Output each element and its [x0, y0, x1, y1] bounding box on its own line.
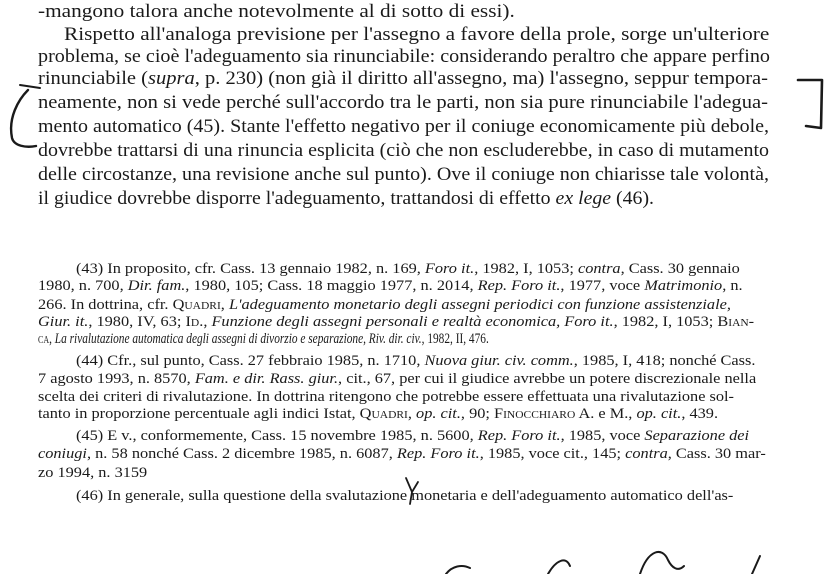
note-line	[38, 389, 734, 406]
note-text: (45) E v., conformemente, Cass. 15 novembre 1985, n. 5600,	[76, 428, 478, 444]
note-text: Rep. Foro it.	[477, 278, 561, 294]
note-text: , 1977, voce	[560, 278, 645, 294]
note-text: , 1982, II, 476.	[421, 331, 489, 347]
body-text: -mangono talora anche notevolmente al di sotto di essi).	[38, 2, 515, 22]
note-text: Nuova giur. civ. comm.	[424, 353, 574, 369]
note-text: contra	[625, 446, 668, 462]
note-text: ,	[49, 331, 55, 347]
body-line	[38, 47, 770, 68]
note-text: ,	[203, 314, 212, 330]
body-text: neamente, non si vede perché sull'accordo tra le parti, non sia pure rinunciabile l'adegua-	[38, 93, 768, 113]
note-text: op. cit.	[416, 406, 461, 422]
note-text: zo 1994, n. 3159	[38, 465, 148, 481]
note-text: coniugi	[38, 446, 87, 462]
note-text: tanto in proporzione percentuale agli indici Istat,	[38, 406, 360, 422]
note-text: Dir. fam.	[127, 278, 186, 294]
note-text: Bian-	[717, 314, 755, 330]
note-text: (44) Cfr., sul punto, Cass. 27 febbraio 1985, n. 1710,	[76, 353, 425, 369]
body-line	[38, 117, 769, 138]
body-text: delle circostanze, una revisione anche sul punto). Ove il coniuge non chiarisse tale volontà,	[38, 165, 769, 185]
note-text: (46) In generale, sulla questione della svalutazione monetaria e dell'adeguamento automatico dell'as-	[76, 488, 734, 504]
note-text: Foro it.	[424, 261, 475, 277]
body-line	[38, 93, 768, 114]
note-text: Rep. Foro it.	[396, 446, 480, 462]
note-text: (43) In proposito, cfr. Cass. 13 gennaio 1982, n. 169,	[76, 261, 425, 277]
note-text: 1980, n. 700,	[38, 278, 128, 294]
body-text: Rispetto all'analoga previsione per l'assegno a favore della prole, sorge un'ulteriore	[64, 25, 770, 45]
note-text: , 90;	[460, 406, 495, 422]
note-text: , 1985, I, 418; nonché Cass.	[573, 353, 756, 369]
note-line	[38, 331, 489, 348]
right-bracket-mark	[798, 80, 822, 128]
note-text: Quadri	[359, 406, 408, 422]
note-line	[38, 406, 718, 423]
note-line	[38, 297, 731, 314]
note-text: ,	[220, 297, 229, 313]
body-text: , p. 230) (non già il diritto all'assegno, ma) l'assegno, seppur tempora-	[194, 69, 769, 89]
note-text: Finocchiaro	[494, 406, 576, 422]
body-text: problema, se cioè l'adeguamento sia rinunciabile: considerando peraltro che appare perfino	[38, 47, 770, 67]
body-line	[38, 165, 769, 186]
note-line	[76, 488, 733, 505]
body-line	[38, 141, 769, 162]
note-line	[38, 278, 743, 295]
note-text: 266. In dottrina, cfr.	[38, 297, 173, 313]
left-dash-mark	[20, 85, 40, 88]
note-line	[76, 353, 755, 370]
note-line	[76, 261, 740, 278]
note-text: A. e M.,	[575, 406, 637, 422]
body-text: (46).	[611, 189, 654, 209]
note-line	[76, 428, 749, 445]
note-line	[38, 371, 756, 388]
body-text: il giudice dovrebbe disporre l'adeguamento, trattandosi di effetto	[38, 189, 556, 209]
note-line	[38, 314, 754, 331]
note-text: Rep. Foro it.	[477, 428, 561, 444]
note-text: ,	[407, 406, 417, 422]
note-text: , 439.	[681, 406, 719, 422]
note-text: , 1980, IV, 63;	[88, 314, 186, 330]
note-text: , n. 58 nonché Cass. 2 dicembre 1985, n. 6087,	[86, 446, 397, 462]
note-text: Fam. e dir. Rass. giur.	[194, 371, 339, 387]
body-line	[38, 189, 654, 210]
body-line	[38, 2, 515, 23]
note-line	[38, 465, 147, 482]
body-text: dovrebbe trattarsi di una rinuncia esplicita (ciò che non escluderebbe, in caso di mutamento	[38, 141, 769, 161]
note-text: , 1985, voce	[560, 428, 645, 444]
note-text: Funzione degli assegni personali e realtà economica, Foro it.	[211, 314, 614, 330]
body-text: mento automatico (45). Stante l'effetto negativo per il coniuge economicamente più debole,	[38, 117, 769, 137]
note-text: L'adeguamento monetario degli assegni periodici con funzione assistenziale,	[228, 297, 731, 313]
note-text: Giur. it.	[38, 314, 89, 330]
note-text: , Cass. 30 gennaio	[620, 261, 740, 277]
note-text: , Cass. 30 mar-	[667, 446, 766, 462]
note-text: , 1980, 105; Cass. 18 maggio 1977, n. 2014,	[185, 278, 478, 294]
body-line	[38, 69, 768, 90]
note-text: contra	[577, 261, 621, 277]
body-text: supra	[147, 69, 195, 89]
note-text: , 1985, voce cit., 145;	[479, 446, 626, 462]
note-text: op. cit.	[636, 406, 682, 422]
note-text: , 1982, I, 1053;	[613, 314, 718, 330]
left-bracket-mark	[11, 90, 36, 147]
body-text: rinunciabile (	[38, 69, 148, 89]
note-text: La rivalutazione automatica degli assegni di divorzio e separazione, Riv. dir. civ.	[54, 331, 422, 347]
note-text: Id.	[185, 314, 204, 330]
note-text: scelta dei criteri di rivalutazione. In dottrina ritengono che potrebbe essere effettuata una rivalutazione sol-	[38, 389, 735, 405]
note-text: Matrimonio	[644, 278, 723, 294]
note-text: ca	[38, 331, 50, 347]
note-line	[38, 446, 766, 463]
body-line	[64, 25, 769, 46]
note-text: , n.	[722, 278, 743, 294]
note-text: Separazione dei	[644, 428, 750, 444]
note-text: 7 agosto 1993, n. 8570,	[38, 371, 195, 387]
note-text: Quadri	[172, 297, 221, 313]
note-text: , cit., 67, per cui il giudice avrebbe un potere discrezionale nella	[338, 371, 757, 387]
body-text: ex lege	[555, 189, 612, 209]
bottom-scribble-mark	[446, 552, 760, 574]
note-text: , 1982, I, 1053;	[474, 261, 578, 277]
